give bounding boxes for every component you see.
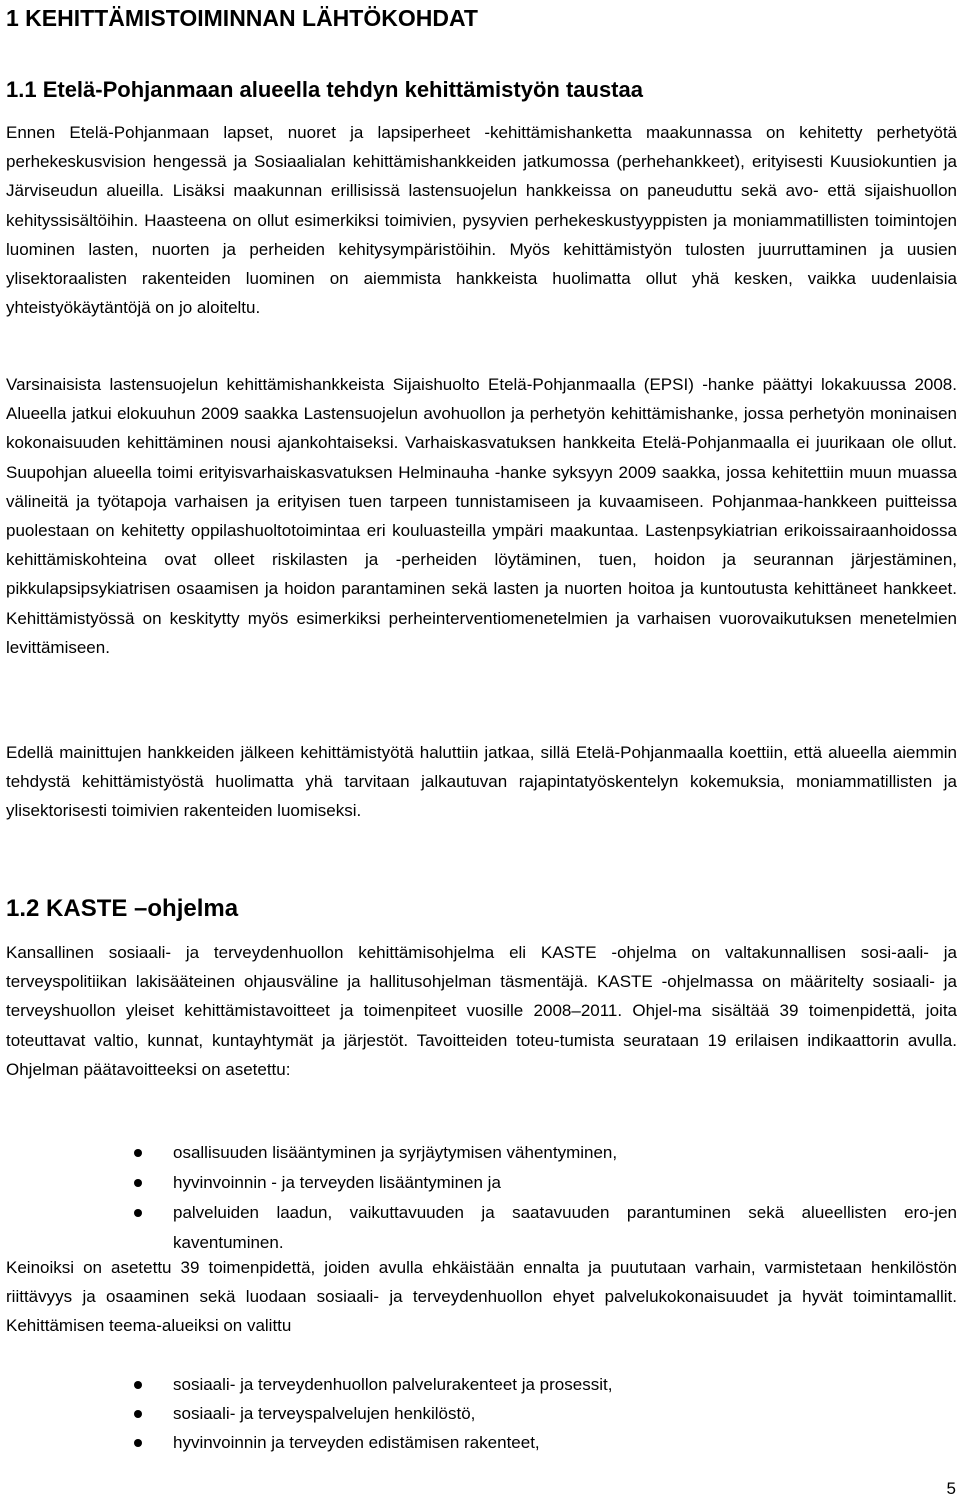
list-item-text: sosiaali- ja terveydenhuollon palvelurakenteet ja prosessit, — [173, 1375, 613, 1394]
list-item — [6, 1370, 957, 1399]
themes-list — [6, 1370, 957, 1458]
list-item — [6, 1138, 957, 1167]
list-item-text: sosiaali- ja terveyspalvelujen henkilöstö, — [173, 1404, 476, 1424]
list-item-text: palveluiden laadun, vaikuttavuuden ja saatavuuden parantuminen sekä alueellisten ero-jen kaventuminen. — [173, 1203, 957, 1252]
bullet-icon — [134, 1381, 142, 1389]
section-1-1-title: 1.1 Etelä-Pohjanmaan alueella tehdyn kehittämistyön taustaa — [6, 77, 643, 102]
list-item-text: hyvinvoinnin ja terveyden edistämisen rakenteet, — [173, 1433, 540, 1453]
bullet-icon — [134, 1410, 142, 1418]
list-item — [6, 1198, 957, 1256]
section-1-1-paragraph-3: Edellä mainittujen hankkeiden jälkeen kehittämistyötä haluttiin jatkaa, sillä Etelä-Pohjanmaalla koettiin, että alueella aiemmin tehdystä kehittämistyöstä huolimatta yhä tarvitaan jalkautuvan rajapintatyöskentelyn kokemuksia, moniammatillisten ja ylisektorisesti toimivien rakenteiden luomiseksi. — [6, 743, 957, 821]
bullet-icon — [134, 1149, 142, 1157]
list-item-text: osallisuuden lisääntyminen ja syrjäytymisen vähentyminen, — [173, 1143, 618, 1162]
section-1-2-title: 1.2 KASTE –ohjelma — [6, 895, 239, 922]
page-number: 5 — [946, 1479, 956, 1498]
list-item-text: hyvinvoinnin - ja terveyden lisääntyminen ja — [173, 1173, 501, 1193]
section-1-2-paragraph-1: Kansallinen sosiaali- ja terveydenhuollon kehittämisohjelma eli KASTE -ohjelma on valtakunnallisen sosi-aali- ja terveyspolitiikan lakisääteinen ohjausväline ja hallitusohjelman täsmentäjä. KASTE -ohjelmassa on määritelty sosiaali- ja terveyshuollon yleiset kehittämistavoitteet ja toimenpiteet vuosille 2008–2011. Ohjel-ma sisältää 39 toimenpidettä, joita toteuttavat valtio, kunnat, kuntayhtymät ja järjestöt. Tavoitteiden toteu-tumista seurataan 19 erilaisen indikaattorin avulla. Ohjelman päätavoitteeksi on asetettu: — [6, 943, 957, 1079]
bullet-icon — [134, 1439, 142, 1447]
bullet-icon — [134, 1179, 142, 1187]
section-1-1-paragraph-1: Ennen Etelä-Pohjanmaan lapset, nuoret ja lapsiperheet -kehittämishanketta maakunnassa on kehitetty perhetyötä perhekeskusvision hengessä ja Sosiaalialan kehittämishankkeiden jatkumossa (perhehankkeet), erityisesti Kuusiokuntien ja Järviseudun alueilla. Lisäksi maakunnan erillisissä lastensuojelun hankkeissa on paneuduttu sekä avo- että sijaishuollon kehityssisältöihin. Haasteena on ollut esimerkiksi toimivien, pysyvien perhekeskustyyppisten ja moniammatillisten toimintojen luominen lasten, nuorten ja perheiden kehitysympäristöihin. Myös kehittämistyön tulosten juurruttaminen ja uusien ylisektoraalisten rakenteiden luominen on aiemmista hankkeista huolimatta ollut yhä kesken, vaikka uudenlaisia yhteistyökäytäntöjä on jo aloiteltu. — [6, 123, 957, 318]
section-1-2-paragraph-2: Keinoiksi on asetettu 39 toimenpidettä, joiden avulla ehkäistään ennalta ja puututaan varhain, varmistetaan henkilöstön riittävyys ja osaaminen sekä luodaan sosiaali- ja terveydenhuollon ehyet palvelukokonaisuudet ja hyvät toimintamallit. Kehittämisen teema-alueiksi on valittu — [6, 1258, 957, 1336]
list-item — [6, 1399, 957, 1428]
goals-list — [6, 1138, 957, 1258]
bullet-icon — [134, 1209, 142, 1217]
section-1-1-paragraph-2: Varsinaisista lastensuojelun kehittämishankkeista Sijaishuolto Etelä-Pohjanmaalla (EPSI) -hanke päättyi lokakuussa 2008. Alueella jatkui elokuuhun 2009 saakka Lastensuojelun avohuollon ja perhetyön kehittämishanke, jossa perhetyön moninaisen kokonaisuuden kehittäminen nousi ajankohtaiseksi. Varhaiskasvatuksen hankkeita Etelä-Pohjanmaalla ei juurikaan ole ollut. Suupohjan alueella toimi erityisvarhaiskasvatuksen Helminauha -hanke syksyyn 2009 saakka, jossa kehitettiin muun muassa välineitä ja työtapoja varhaisen ja erityisen tuen tarpeen tunnistamiseen ja kuvaamiseen. Pohjanmaa-hankkeen puitteissa puolestaan on kehitetty oppilashuoltotoimintaa eri kouluasteilla ympäri maakuntaa. Lastenpsykiatrian erikoissairaanhoidossa kehittämiskohteina ovat olleet riskilasten ja -perheiden löytäminen, tuen, hoidon ja seurannan järjestäminen, pikkulapsipsykiatrisen osaamisen ja hoidon parantaminen sekä lasten ja nuorten hoitoa ja kuntoutusta kehittäneet hankkeet. Kehittämistyössä on keskitytty myös esimerkiksi perheinterventiomenetelmien ja varhaisen vuorovaikutuksen menetelmien levittämiseen. — [6, 375, 957, 657]
list-item — [6, 1168, 957, 1197]
list-item — [6, 1428, 957, 1457]
document-page — [6, 0, 958, 1505]
chapter-title: 1 KEHITTÄMISTOIMINNAN LÄHTÖKOHDAT — [6, 5, 478, 31]
